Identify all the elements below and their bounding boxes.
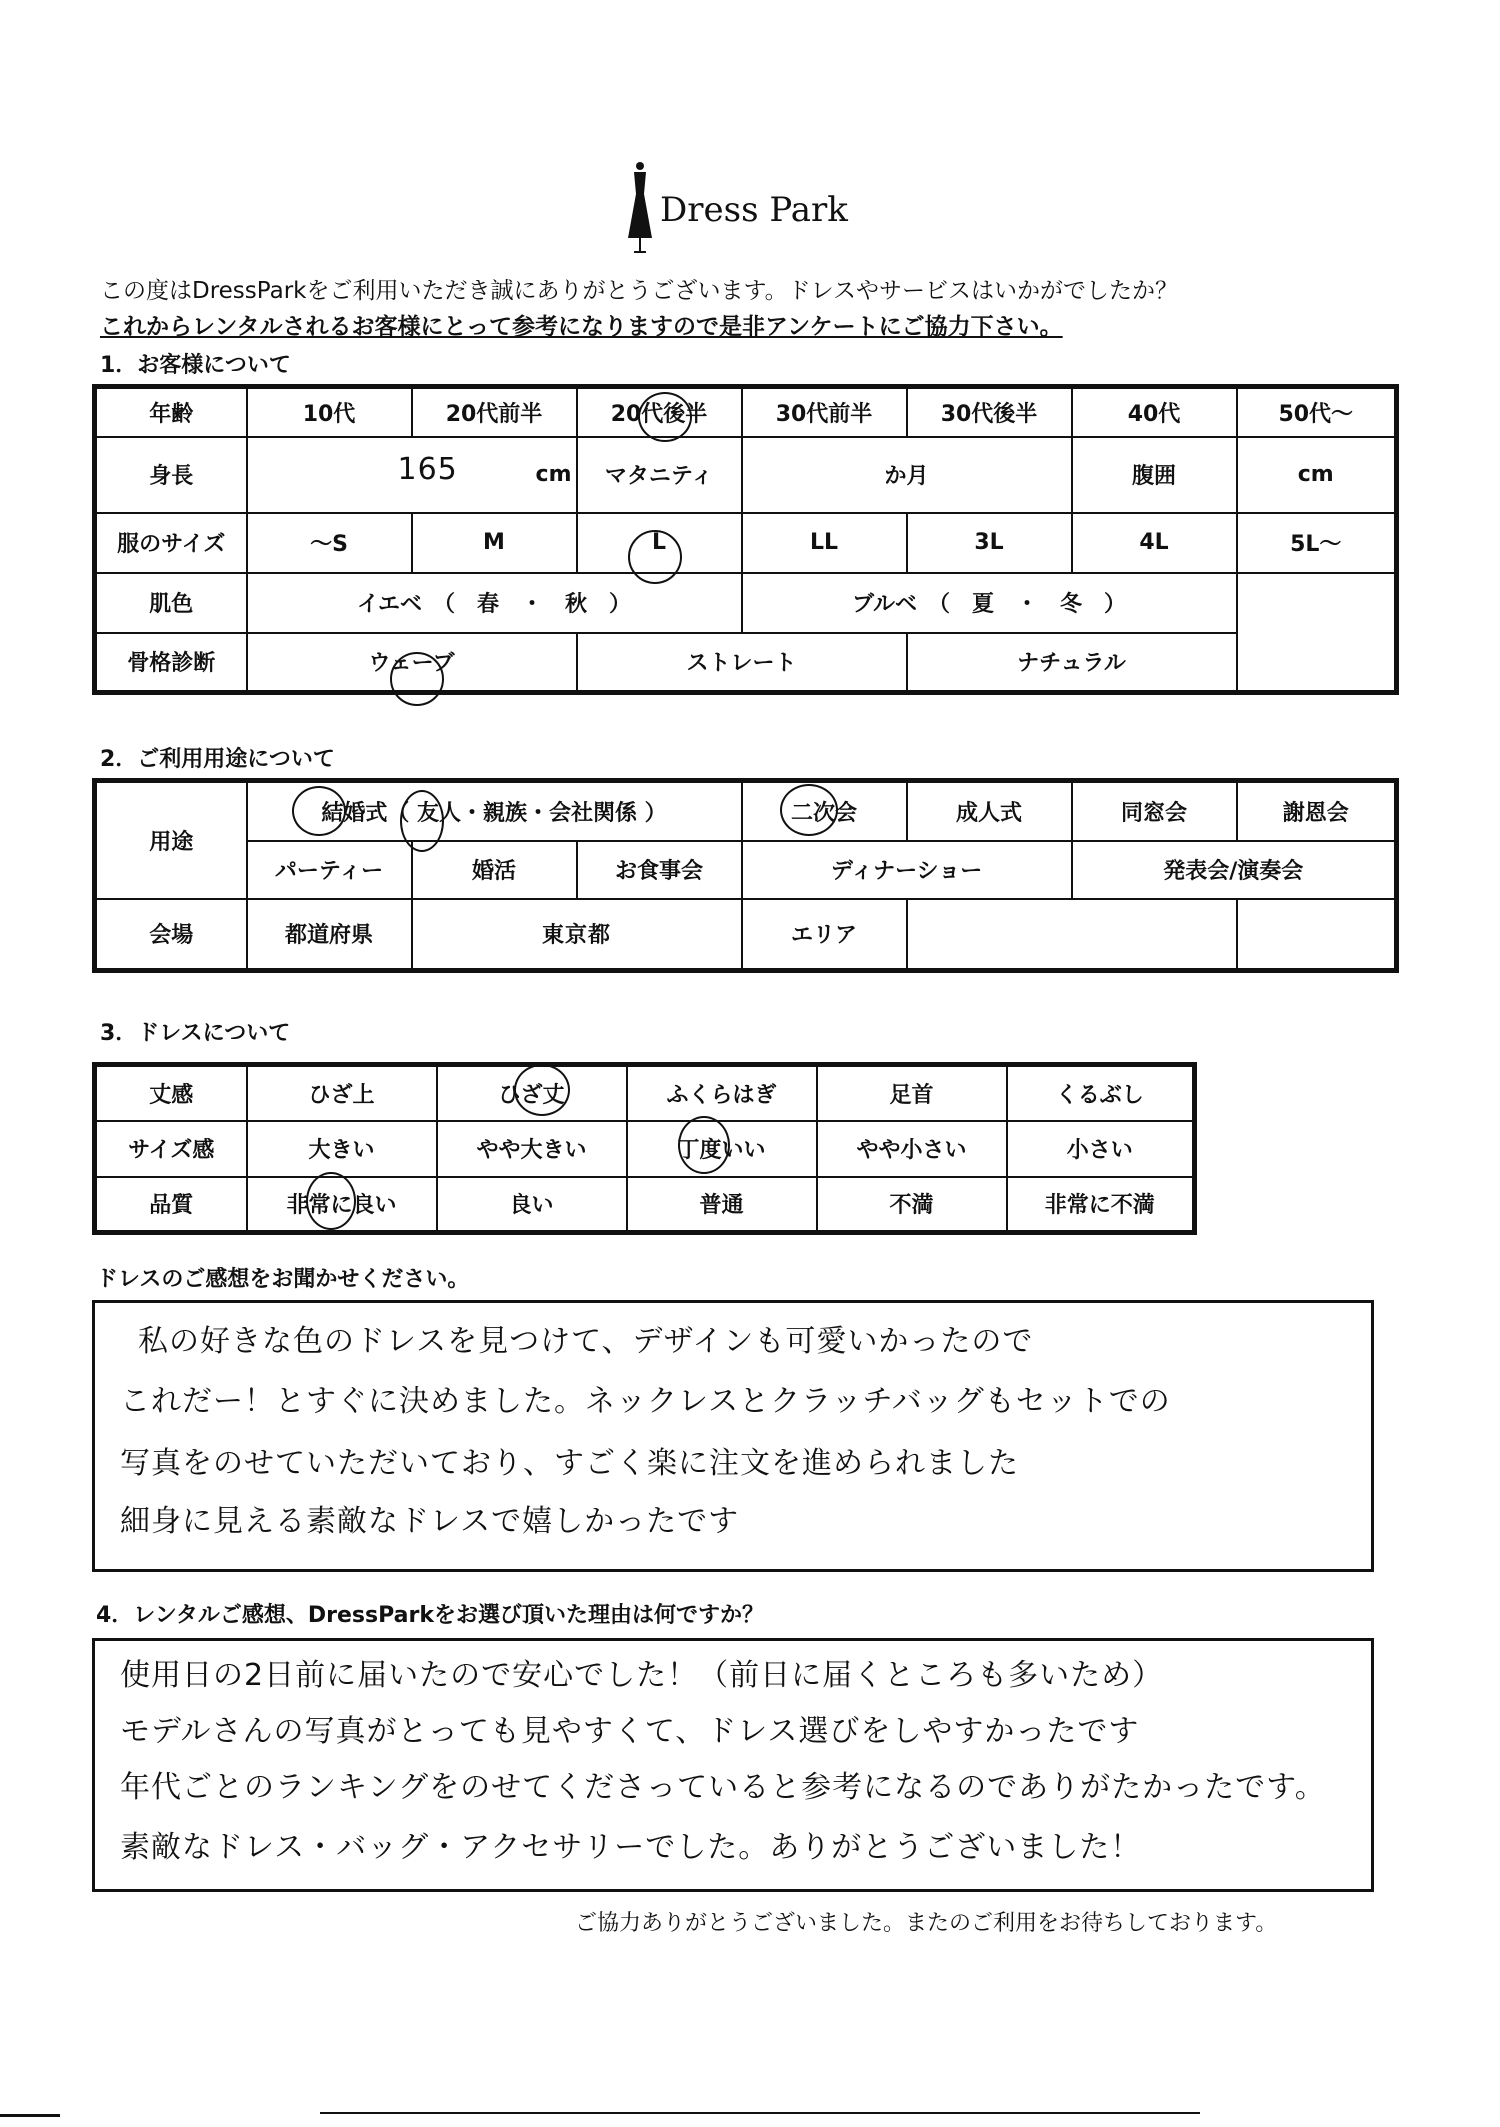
length-option-selected[interactable]: ひざ丈 [437, 1065, 627, 1121]
usage-party[interactable]: パーティー [247, 841, 412, 899]
waist-label: 腹囲 [1072, 437, 1237, 513]
length-option[interactable]: ひざ上 [247, 1065, 437, 1121]
quality-option[interactable]: 不満 [817, 1177, 1007, 1233]
length-option[interactable]: 足首 [817, 1065, 1007, 1121]
fit-selection-circle [678, 1116, 730, 1174]
bottom-left-mark [0, 2114, 60, 2117]
impressions-line: 写真をのせていただいており、すごく楽に注文を進められました [120, 1446, 1019, 1481]
impressions-line: 細身に見える素敵なドレスで嬉しかったです [120, 1504, 740, 1539]
size-option[interactable]: LL [742, 513, 907, 573]
intro-text: この度はDressParkをご利用いただき誠にありがとうございます。ドレスやサービスはいかがでしたか？ [100, 278, 1178, 304]
fit-label: サイズ感 [95, 1121, 247, 1177]
skeleton-option[interactable]: ナチュラル [907, 633, 1237, 693]
skeleton-selection-circle [390, 652, 444, 706]
venue-label: 会場 [95, 899, 247, 971]
height-label: 身長 [95, 437, 247, 513]
prefecture-value[interactable]: 東京都 [412, 899, 742, 971]
footer-thanks: ご協力ありがとうございました。またのご利用をお待ちしております。 [575, 1911, 1278, 1936]
usage-recital[interactable]: 発表会/演奏会 [1072, 841, 1397, 899]
length-selection-circle [514, 1064, 570, 1116]
quality-option[interactable]: 非常に不満 [1007, 1177, 1195, 1233]
size-option[interactable]: 4L [1072, 513, 1237, 573]
usage-wedding[interactable]: 結婚式（ 友人・親族・会社関係 ） [247, 781, 742, 841]
usage-dinner[interactable]: お食事会 [577, 841, 742, 899]
fit-option[interactable]: やや小さい [817, 1121, 1007, 1177]
usage-coming-of-age[interactable]: 成人式 [907, 781, 1072, 841]
height-value: 165 [397, 451, 458, 487]
usage-after-party[interactable]: 二次会 [742, 781, 907, 841]
age-label: 年齢 [95, 387, 247, 437]
section3-title: 3．ドレスについて [100, 1021, 291, 1046]
fit-option-selected[interactable]: 丁度いい [627, 1121, 817, 1177]
length-label: 丈感 [95, 1065, 247, 1121]
impressions-line: これだー！とすぐに決めました。ネックレスとクラッチバッグもセットでの [120, 1384, 1171, 1419]
age-option[interactable]: 30代後半 [907, 387, 1072, 437]
usage-dinner-show[interactable]: ディナーショー [742, 841, 1072, 899]
usage-konkatsu[interactable]: 婚活 [412, 841, 577, 899]
section1-title: 1．お客様について [100, 353, 291, 378]
wedding-selection-circle [292, 786, 346, 836]
age-option[interactable]: 40代 [1072, 387, 1237, 437]
friend-selection-circle [400, 790, 444, 852]
quality-option[interactable]: 良い [437, 1177, 627, 1233]
age-option[interactable]: 10代 [247, 387, 412, 437]
maternity-label: マタニティ [577, 437, 742, 513]
age-option[interactable]: 20代前半 [412, 387, 577, 437]
impressions-line: 私の好きな色のドレスを見つけて、デザインも可愛いかったので [138, 1324, 1034, 1359]
intro-request: これからレンタルされるお客様にとって参考になりますので是非アンケートにご協力下さい。 [100, 314, 1063, 340]
brand-logo: Dress Park [660, 190, 848, 230]
size-label: 服のサイズ [95, 513, 247, 573]
impressions-title: ドレスのご感想をお聞かせください。 [96, 1267, 470, 1292]
section2-title: 2．ご利用用途について [100, 747, 335, 772]
usage-thanks-party[interactable]: 謝恩会 [1237, 781, 1397, 841]
area-label: エリア [742, 899, 907, 971]
skeleton-option[interactable]: ストレート [577, 633, 907, 693]
age-selection-circle [638, 392, 692, 442]
skeleton-option-selected[interactable]: ウェーブ [247, 633, 577, 693]
age-option[interactable]: 30代前半 [742, 387, 907, 437]
waist-unit[interactable]: cm [1237, 437, 1397, 513]
fit-option[interactable]: 大きい [247, 1121, 437, 1177]
maternity-months[interactable]: か月 [742, 437, 1072, 513]
after-party-selection-circle [780, 784, 838, 836]
height-field[interactable] [247, 437, 577, 513]
usage-reunion[interactable]: 同窓会 [1072, 781, 1237, 841]
fit-option[interactable]: 小さい [1007, 1121, 1195, 1177]
quality-option-selected[interactable]: 非常に良い [247, 1177, 437, 1233]
reason-line: モデルさんの写真がとっても見やすくて、ドレス選びをしやすかったです [120, 1714, 1140, 1749]
skin-label: 肌色 [95, 573, 247, 633]
skin-yellow-base[interactable]: イエベ （ 春 ・ 秋 ） [247, 573, 742, 633]
prefecture-label: 都道府県 [247, 899, 412, 971]
reason-line: 使用日の2日前に届いたので安心でした！（前日に届くところも多いため） [120, 1658, 1164, 1693]
size-option-selected[interactable]: L [577, 513, 742, 573]
dress-logo-icon [620, 160, 660, 256]
height-unit: cm [535, 461, 572, 487]
customer-table [92, 384, 1399, 695]
usage-table [92, 778, 1399, 973]
reason-line: 年代ごとのランキングをのせてくださっていると参考になるのでありがたかったです。 [120, 1770, 1326, 1805]
size-selection-circle [628, 530, 682, 584]
age-option[interactable]: 50代～ [1237, 387, 1397, 437]
age-option-selected[interactable]: 20代後半 [577, 387, 742, 437]
fit-option[interactable]: やや大きい [437, 1121, 627, 1177]
size-option[interactable]: 3L [907, 513, 1072, 573]
bottom-rule [320, 2112, 1200, 2114]
length-option[interactable]: くるぶし [1007, 1065, 1195, 1121]
quality-selection-circle [306, 1172, 356, 1230]
size-option[interactable]: 5L～ [1237, 513, 1397, 573]
length-option[interactable]: ふくらはぎ [627, 1065, 817, 1121]
area-value[interactable] [907, 899, 1237, 971]
size-option[interactable]: M [412, 513, 577, 573]
quality-label: 品質 [95, 1177, 247, 1233]
size-option[interactable]: ～S [247, 513, 412, 573]
reason-line: 素敵なドレス・バッグ・アクセサリーでした。ありがとうございました！ [120, 1830, 1142, 1865]
usage-label: 用途 [95, 781, 247, 899]
dress-table [92, 1062, 1197, 1235]
skeleton-label: 骨格診断 [95, 633, 247, 693]
section4-title: 4．レンタルご感想、DressParkをお選び頂いた理由は何ですか？ [96, 1603, 764, 1628]
quality-option[interactable]: 普通 [627, 1177, 817, 1233]
skin-blue-base[interactable]: ブルベ （ 夏 ・ 冬 ） [742, 573, 1237, 633]
